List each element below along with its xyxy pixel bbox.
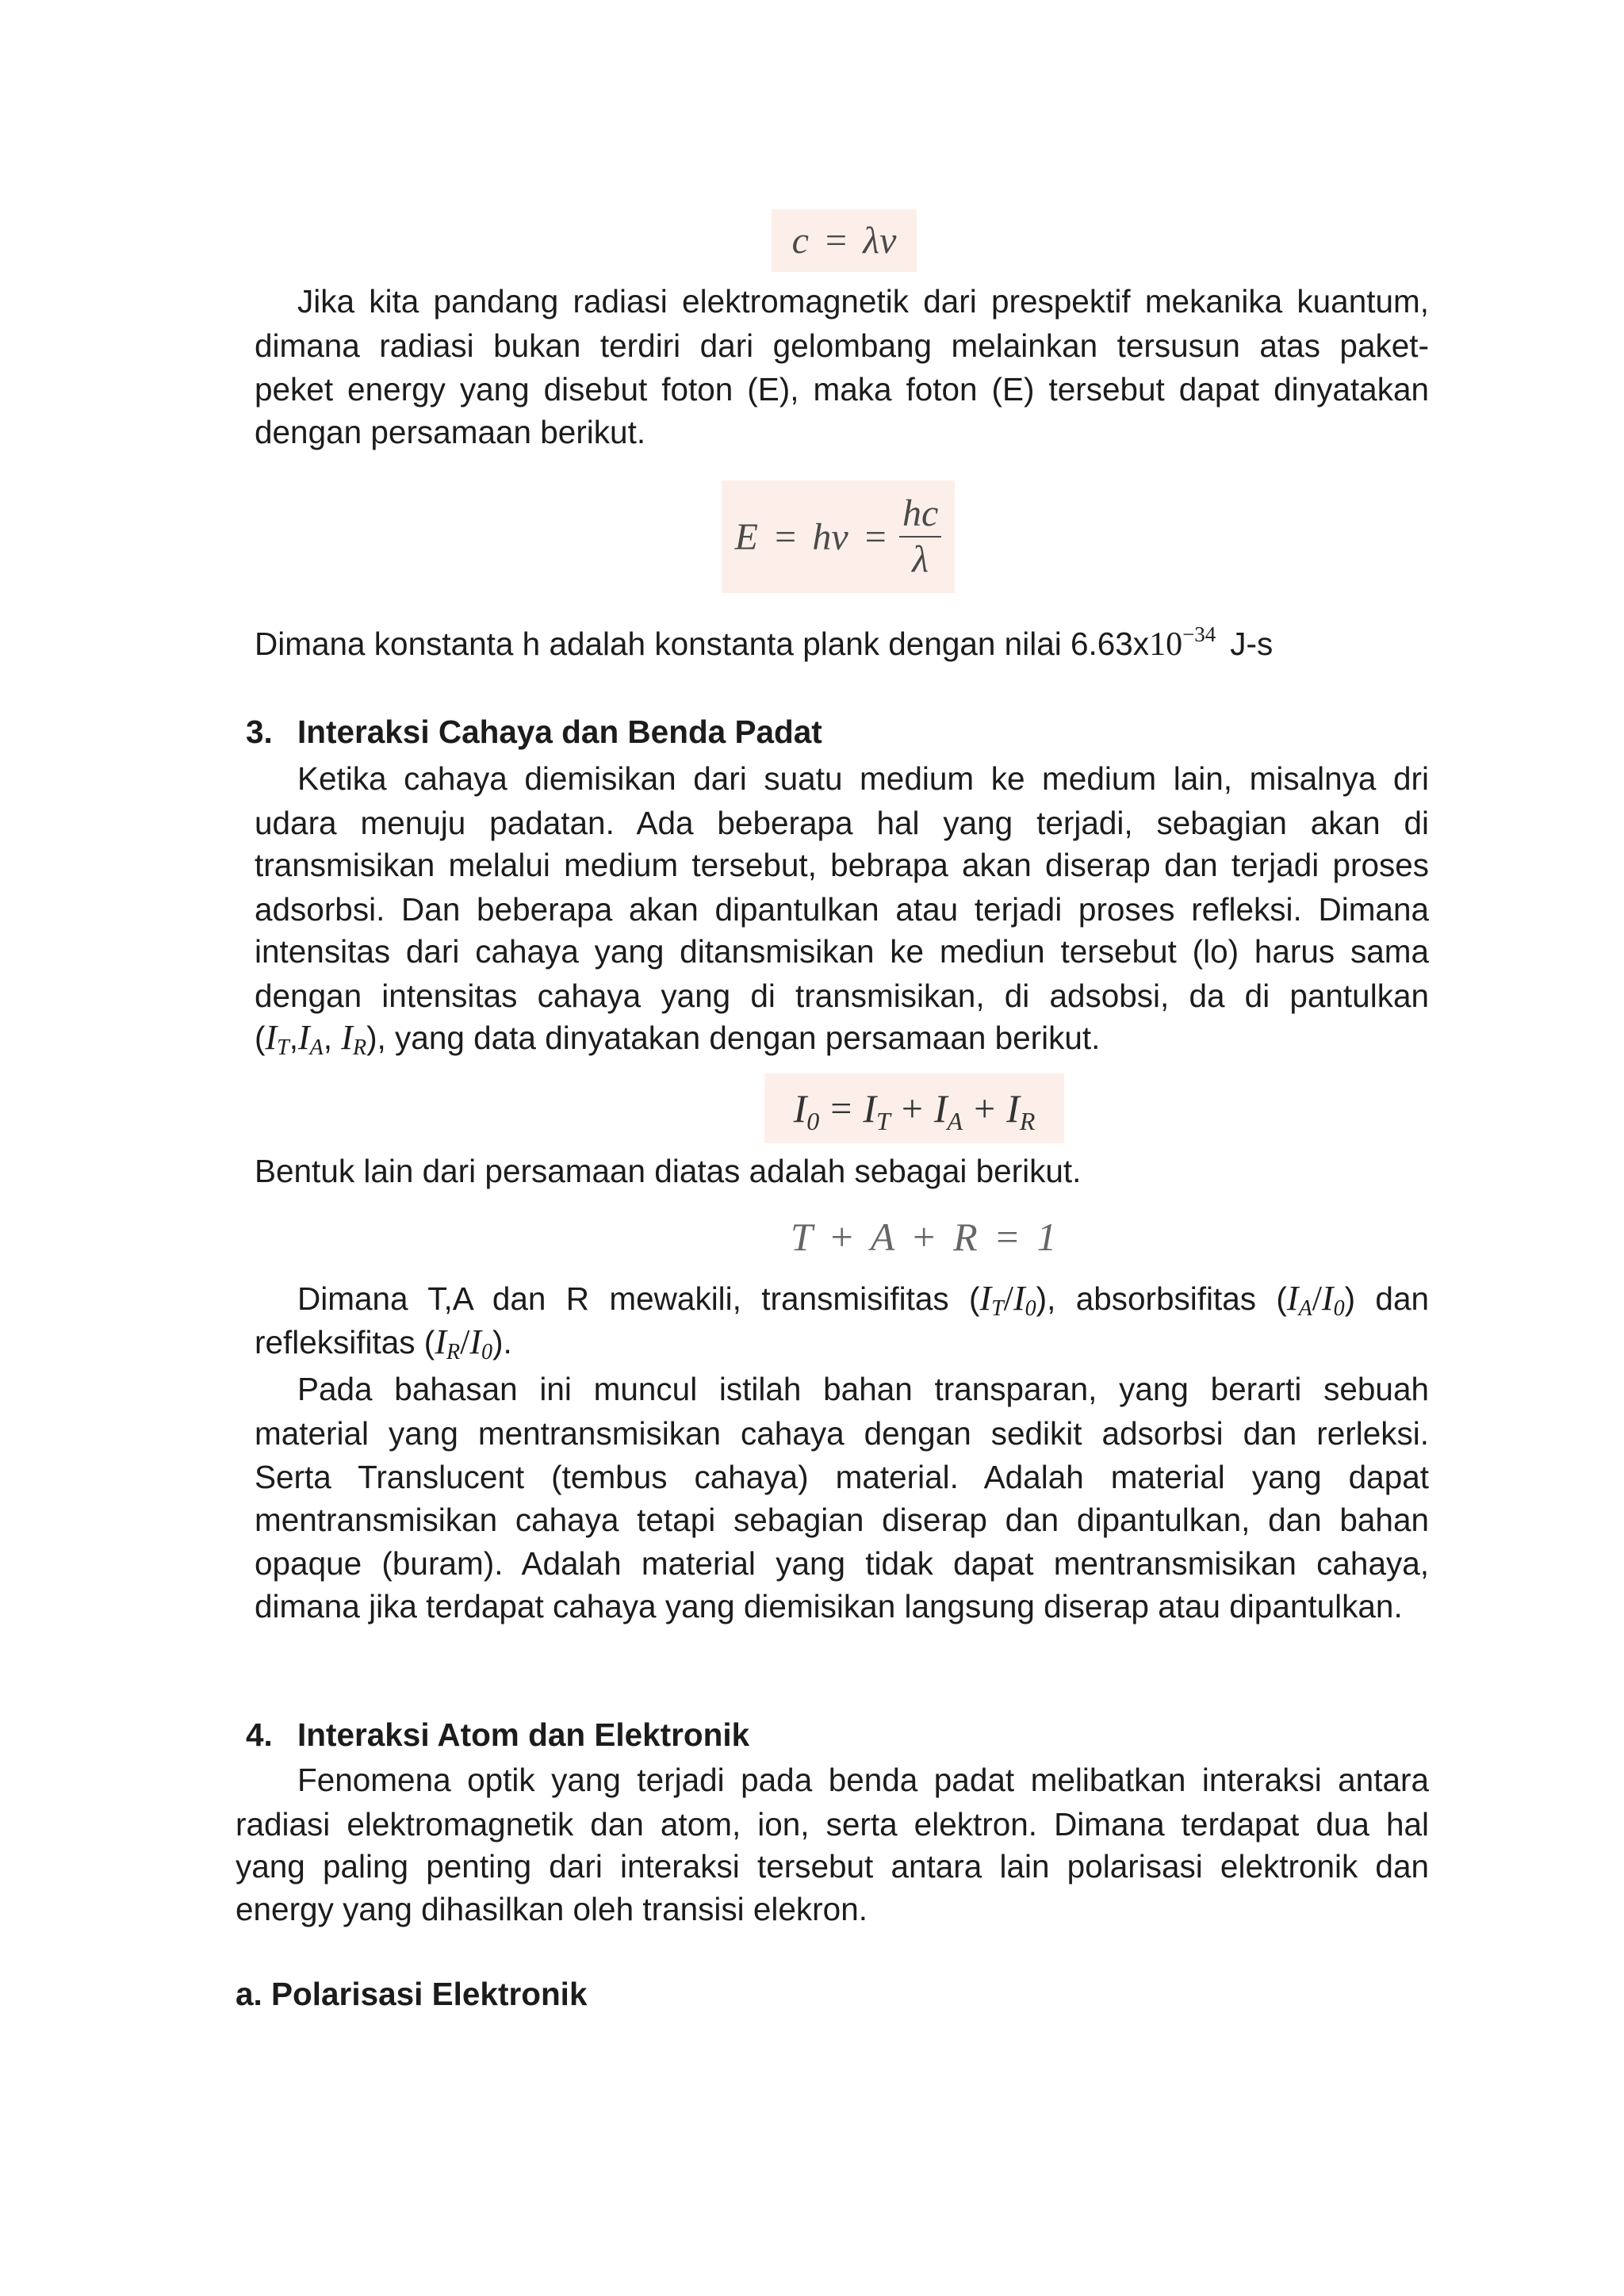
section-3-p2-line-4: mentransmisikan cahaya tetapi sebagian diserap dan dipantulkan, dan bahan: [255, 1502, 1429, 1538]
paragraph-1-line-4: dengan persamaan berikut.: [255, 414, 646, 450]
section-3-line-4: adsorbsi. Dan beberapa akan dipantulkan atau terjadi proses refleksi. Dimana: [255, 891, 1429, 928]
equals-operator: =: [830, 1087, 852, 1130]
intensity-incident-symbol: [469, 1322, 492, 1364]
paragraph-1-line-1: Jika kita pandang radiasi elektromagnetik dari prespektif mekanika kuantum,: [297, 283, 1429, 320]
definition-text: ), absorbsifitas (: [1036, 1280, 1287, 1317]
intensity-incident-term: [793, 1085, 820, 1135]
term-base: I: [933, 1086, 948, 1131]
definition-text: refleksifitas (: [255, 1324, 435, 1360]
section-3-p2-line-5: opaque (buram). Adalah material yang tidak dapat mentransmisikan cahaya,: [255, 1545, 1429, 1582]
symbol-subscript: 0: [1333, 1296, 1345, 1321]
symbol-subscript: R: [446, 1340, 461, 1364]
slash-symbol: /: [1003, 1279, 1013, 1318]
section-3-line-5: intensitas dari cahaya yang ditansmisikan ke mediun tersebut (lo) harus sama: [255, 933, 1429, 970]
planck-constant-text: Dimana konstanta h adalah konstanta plank dengan nilai 6.63x: [255, 626, 1150, 662]
section-4-line-4: energy yang dihasilkan oleh transisi elekron.: [236, 1891, 868, 1927]
term-base: I: [863, 1086, 877, 1131]
fraction-numerator: hc: [899, 492, 941, 538]
section-3-p2-line-2: material yang mentransmisikan cahaya dengan sedikit adsorbsi dan rerleksi.: [255, 1415, 1429, 1452]
term-subscript: 0: [806, 1107, 820, 1135]
separator: ,: [289, 1020, 298, 1056]
section-3-line-2: udara menuju padatan. Ada beberapa hal yang terjadi, sebagian akan di: [255, 805, 1429, 841]
paragraph-1-line-2: dimana radiasi bukan terdiri dari gelombang melainkan tersusun atas paket-: [255, 327, 1429, 364]
term-subscript: A: [947, 1107, 963, 1135]
intensity-transmitted-term: [863, 1085, 891, 1135]
intensity-transmitted-symbol: [979, 1279, 1004, 1321]
intensity-absorbed-symbol: [298, 1018, 324, 1060]
slash-symbol: /: [1312, 1279, 1322, 1318]
slash-symbol: /: [460, 1322, 470, 1361]
section-3-p2-line-1: Pada bahasan ini muncul istilah bahan transparan, yang berarti sebuah: [297, 1371, 1429, 1407]
section-3-p2-line-3: Serta Translucent (tembus cahaya) material. Adalah material yang dapat: [255, 1459, 1429, 1495]
section-4-line-1: Fenomena optik yang terjadi pada benda padat melibatkan interaksi antara: [297, 1762, 1429, 1798]
term-subscript: R: [1019, 1107, 1036, 1135]
symbol-subscript: A: [309, 1035, 324, 1060]
equation-c-text: c = λν: [791, 220, 897, 262]
section-3-title: Interaksi Cahaya dan Benda Padat: [297, 714, 822, 750]
equation-c-image: [772, 209, 917, 272]
plus-operator: +: [901, 1087, 923, 1130]
section-3-number: 3.: [246, 714, 273, 750]
intensity-reflected-symbol: [341, 1018, 367, 1060]
symbol-subscript: 0: [1025, 1296, 1036, 1321]
section-3-line-1: Ketika cahaya diemisikan dari suatu medium ke medium lain, misalnya dri: [297, 760, 1429, 797]
definition-text: ) dan: [1344, 1280, 1430, 1317]
term-base: I: [1006, 1086, 1020, 1131]
alternative-form-line: Bentuk lain dari persamaan diatas adalah sebagai berikut.: [255, 1153, 1082, 1189]
symbol-base: I: [469, 1322, 481, 1361]
symbol-base: I: [1013, 1279, 1025, 1318]
intensity-transmitted-symbol: [265, 1018, 289, 1060]
equation-energy-fraction: [899, 492, 941, 582]
planck-constant-base: 10: [1149, 626, 1183, 663]
definition-line-2: [255, 1321, 1429, 1364]
intensity-incident-symbol: [1321, 1279, 1345, 1321]
intensity-terms-line: [255, 1016, 1429, 1060]
term-base: I: [793, 1086, 807, 1131]
equation-intensity-image: [764, 1073, 1064, 1143]
fraction-denominator: λ: [912, 538, 929, 580]
section-3-p2-line-6: dimana jika terdapat cahaya yang diemisikan langsung diserap atau dipantulkan.: [255, 1588, 1403, 1624]
equation-tar: T + A + R = 1: [791, 1215, 1057, 1259]
symbol-base: I: [1321, 1279, 1334, 1318]
open-paren: (: [255, 1020, 266, 1056]
intensity-absorbed-term: [933, 1085, 963, 1135]
plus-operator: +: [974, 1087, 996, 1130]
intensity-incident-symbol: [1013, 1279, 1036, 1321]
symbol-subscript: 0: [481, 1340, 492, 1364]
definition-line-1: [297, 1277, 1429, 1321]
intensity-terms-rest: ), yang data dinyatakan dengan persamaan berikut.: [366, 1020, 1101, 1056]
section-3-line-3: transmisikan melalui medium tersebut, bebrapa akan diserap dan terjadi proses: [255, 847, 1429, 883]
symbol-subscript: R: [352, 1035, 367, 1060]
section-4-line-3: yang paling penting dari interaksi tersebut antara lain polarisasi elektronik dan: [236, 1848, 1429, 1885]
symbol-subscript: A: [1298, 1296, 1312, 1321]
section-4-title: Interaksi Atom dan Elektronik: [297, 1716, 750, 1753]
planck-constant-unit: J-s: [1230, 626, 1274, 662]
equation-energy-lhs: E = hν =: [734, 515, 889, 558]
symbol-subscript: T: [991, 1296, 1004, 1321]
symbol-base: I: [435, 1322, 446, 1361]
intensity-absorbed-symbol: [1286, 1279, 1312, 1321]
intensity-reflected-term: [1006, 1085, 1036, 1135]
section-3-line-6: dengan intensitas cahaya yang di transmisikan, di adsobsi, da di pantulkan: [255, 978, 1429, 1014]
symbol-base: I: [265, 1018, 278, 1057]
equation-energy-image: [722, 480, 955, 593]
planck-constant-line: [255, 622, 1429, 666]
definition-text: ).: [492, 1324, 512, 1360]
separator: ,: [323, 1020, 333, 1056]
section-4-line-2: radiasi elektromagnetik dan atom, ion, serta elektron. Dimana terdapat dua hal: [236, 1806, 1429, 1843]
symbol-subscript: T: [277, 1035, 289, 1060]
paragraph-1-line-3: peket energy yang disebut foton (E), maka foton (E) tersebut dapat dinyatakan: [255, 371, 1429, 408]
symbol-base: I: [979, 1279, 992, 1318]
section-4-number: 4.: [246, 1716, 273, 1753]
term-subscript: T: [876, 1107, 891, 1135]
symbol-base: I: [341, 1018, 353, 1057]
symbol-base: I: [298, 1018, 310, 1057]
planck-constant-exponent: −34: [1182, 622, 1216, 646]
symbol-base: I: [1286, 1279, 1299, 1318]
subsection-a-heading: a. Polarisasi Elektronik: [236, 1976, 588, 2012]
definition-text: Dimana T,A dan R mewakili, transmisifitas (: [297, 1280, 980, 1317]
intensity-reflected-symbol: [435, 1322, 461, 1364]
